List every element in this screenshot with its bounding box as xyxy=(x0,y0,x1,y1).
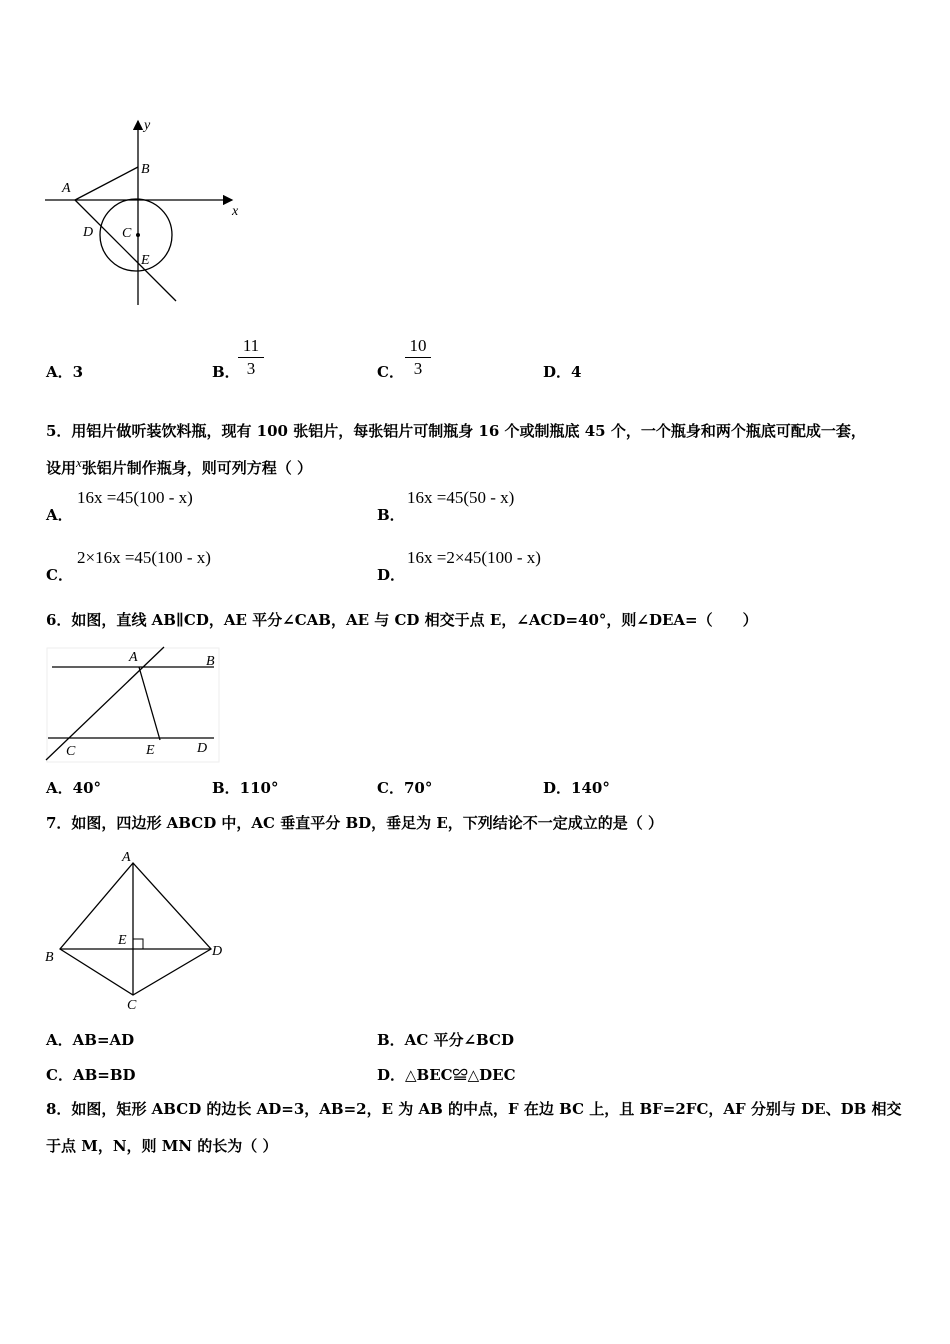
q5-line2-pre: 设用 xyxy=(46,459,77,477)
label-a: A xyxy=(62,181,71,196)
label-b: B xyxy=(45,950,54,965)
label-x: x xyxy=(232,204,239,219)
q7-option-a[interactable]: A．AB=AD xyxy=(46,1031,135,1049)
line-ade xyxy=(75,200,176,301)
parallel-lines-figure xyxy=(44,645,224,765)
label-y: y xyxy=(144,118,151,133)
q4-option-d[interactable]: D．4 xyxy=(543,363,582,381)
q5-option-d[interactable]: D． xyxy=(377,566,406,584)
quadrilateral-abcd xyxy=(60,863,211,995)
segment-ae xyxy=(139,667,160,740)
q4-option-a[interactable]: A．3 xyxy=(46,363,84,381)
label-d: D xyxy=(197,741,208,756)
label-e: E xyxy=(141,253,150,268)
label-b: B xyxy=(141,162,150,177)
q6-text: 6．如图，直线 AB∥CD，AE 平分∠CAB，AE 与 CD 相交于点 E，∠ACD=40°，则∠DEA=（ ） xyxy=(46,611,758,629)
label-a: A xyxy=(122,850,131,865)
point-c xyxy=(136,233,140,237)
label-d: D xyxy=(212,944,223,959)
q4-option-b-denominator: 3 xyxy=(246,359,256,378)
label-a: A xyxy=(129,650,138,665)
q7-option-c[interactable]: C．AB=BD xyxy=(46,1066,136,1084)
q5-option-c[interactable]: C． xyxy=(46,566,73,584)
q5-option-c-expr: 2×16x =45(100 - x) xyxy=(77,548,211,567)
q4-option-c-denominator: 3 xyxy=(413,359,423,378)
q7-text: 7．如图，四边形 ABCD 中，AC 垂直平分 BD，垂足为 E，下列结论不一定成立的是（ ） xyxy=(46,814,664,832)
q4-option-c[interactable]: C． xyxy=(377,363,404,381)
q7-option-b[interactable]: B．AC 平分∠BCD xyxy=(377,1031,514,1049)
q4-option-b-numerator: 11 xyxy=(238,336,264,358)
q4-option-b-fraction xyxy=(238,336,264,379)
q5-text-line2 xyxy=(46,457,312,478)
q4-option-b[interactable]: B． xyxy=(212,363,240,381)
q8-text-line2: 于点 M，N，则 MN 的长为（ ） xyxy=(46,1137,278,1155)
label-d: D xyxy=(83,225,94,240)
label-c: C xyxy=(122,226,132,241)
label-e: E xyxy=(146,743,155,758)
q5-line2-var: x xyxy=(76,455,82,470)
label-e: E xyxy=(118,933,127,948)
q5-line2-post: 张铝片制作瓶身，则可列方程（ ） xyxy=(81,459,313,477)
q6-option-a[interactable]: A．40° xyxy=(46,779,102,797)
q5-text-line1: 5．用铝片做听装饮料瓶，现有 100 张铝片，每张铝片可制瓶身 16 个或制瓶底 45 个，一个瓶身和两个瓶底可配成一套， xyxy=(46,422,866,440)
label-b: B xyxy=(206,654,215,669)
q6-option-c[interactable]: C．70° xyxy=(377,779,433,797)
label-c: C xyxy=(66,744,76,759)
coordinate-circle-figure xyxy=(40,115,255,310)
q5-option-b-expr: 16x =45(50 - x) xyxy=(407,488,515,507)
q5-option-d-expr: 16x =2×45(100 - x) xyxy=(407,548,541,567)
q5-option-b[interactable]: B． xyxy=(377,506,405,524)
q4-option-c-numerator: 10 xyxy=(405,336,431,358)
q6-option-d[interactable]: D．140° xyxy=(543,779,610,797)
q7-option-d[interactable]: D．△BEC≌△DEC xyxy=(377,1066,516,1084)
q6-option-b[interactable]: B．110° xyxy=(212,779,279,797)
q8-text-line1: 8．如图，矩形 ABCD 的边长 AD=3，AB=2，E 为 AB 的中点，F 在边 BC 上，且 BF=2FC，AF 分别与 DE、DB 相交 xyxy=(46,1100,902,1118)
quadrilateral-figure xyxy=(40,845,230,1015)
q5-option-a-expr: 16x =45(100 - x) xyxy=(77,488,193,507)
q4-option-c-fraction xyxy=(405,336,431,379)
label-c: C xyxy=(127,998,137,1013)
segment-ab xyxy=(75,167,138,200)
right-angle-mark xyxy=(133,939,143,949)
q5-option-a[interactable]: A． xyxy=(46,506,73,524)
